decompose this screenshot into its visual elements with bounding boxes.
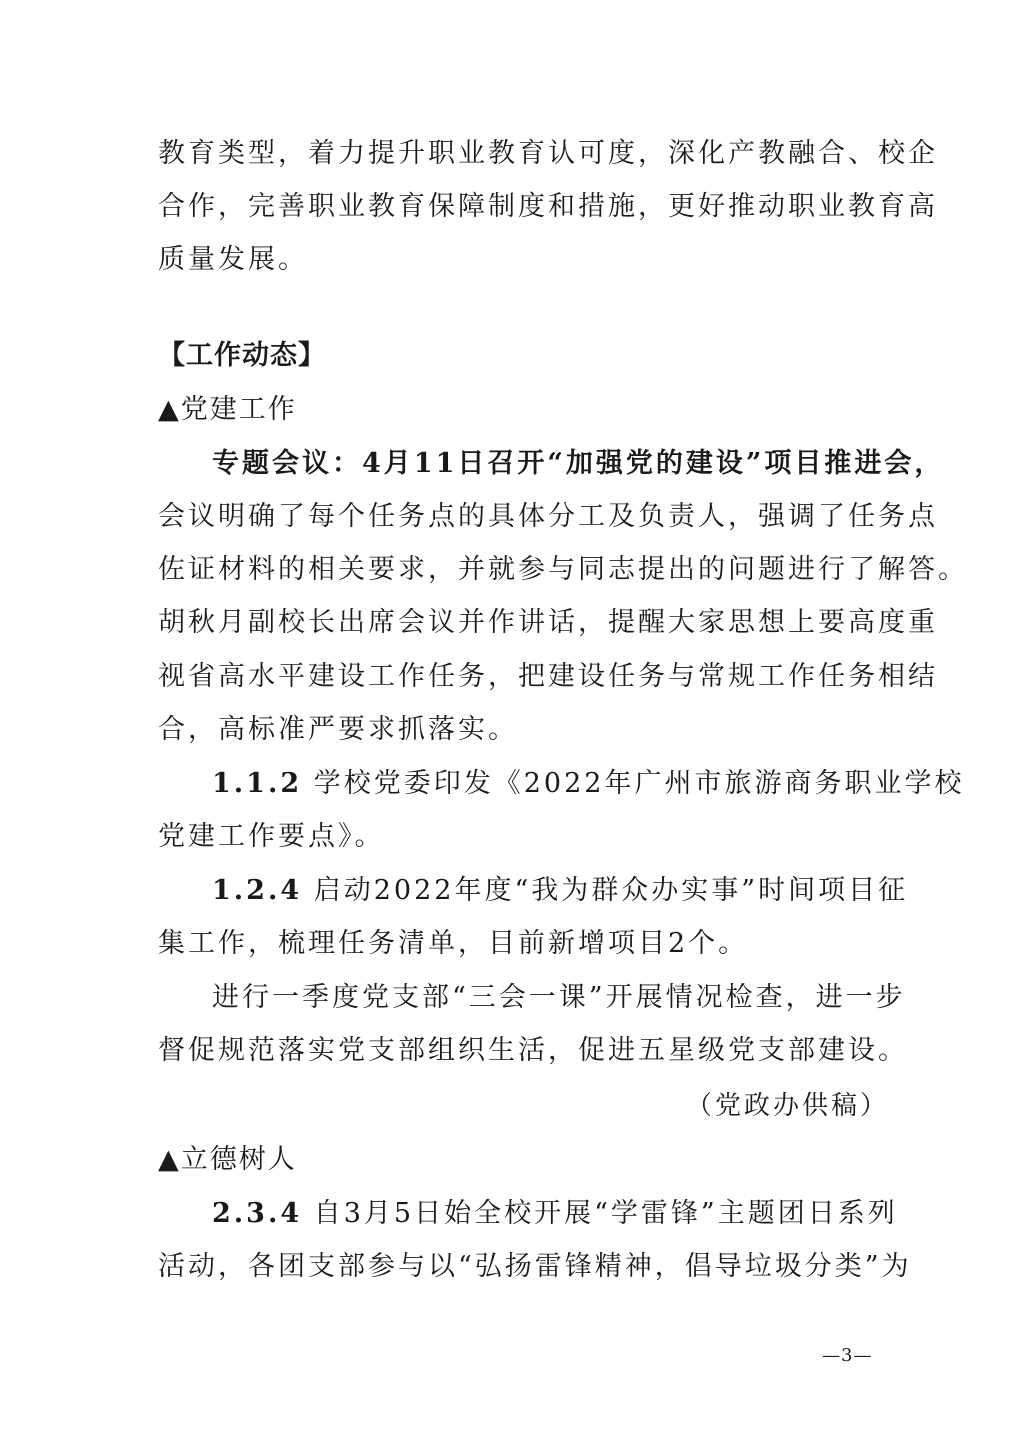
party-paragraph-line: 视省高水平建设工作任务，把建设任务与常规工作任务相结 [158, 661, 938, 692]
item-number: 1.1.2 [212, 768, 303, 799]
body-line: 合作，完善职业教育保障制度和措施，更好推动职业教育高 [158, 191, 938, 222]
party-heading: ▲党建工作 [158, 394, 297, 425]
moral-heading: ▲立德树人 [158, 1144, 297, 1175]
party-paragraph-line: 会议明确了每个任务点的具体分工及负责人，强调了任务点 [158, 501, 938, 532]
item-text: 学校党委印发《2022年广州市旅游商务职业学校 [302, 768, 965, 799]
item-text: 自3月5日始全校开展“学雷锋”主题团日系列 [302, 1198, 898, 1229]
party-item-1-cont: 党建工作要点》。 [158, 821, 385, 852]
item-number: 1.2.4 [212, 875, 303, 906]
body-line: 教育类型，着力提升职业教育认可度，深化产教融合、校企 [158, 138, 938, 169]
page-number: —3— [822, 1345, 873, 1366]
party-paragraph-3-cont: 督促规范落实党支部组织生活，促进五星级党支部建设。 [158, 1035, 908, 1066]
party-paragraph-3: 进行一季度党支部“三会一课”开展情况检查，进一步 [212, 982, 906, 1013]
party-paragraph-line: 胡秋月副校长出席会议并作讲话，提醒大家思想上要高度重 [158, 607, 938, 638]
party-item-2 [212, 871, 932, 911]
body-line: 质量发展。 [158, 244, 308, 275]
section-title: 【工作动态】 [158, 340, 326, 371]
party-credit: （党政办供稿） [686, 1091, 890, 1121]
item-number: 2.3.4 [212, 1198, 303, 1229]
party-paragraph-line: 佐证材料的相关要求，并就参与同志提出的问题进行了解答。 [158, 554, 968, 585]
moral-item-cont: 活动，各团支部参与以“弘扬雷锋精神，倡导垃圾分类”为 [158, 1251, 912, 1282]
party-paragraph-lead: 专题会议：4月11日召开“加强党的建设”项目推进会， [212, 448, 945, 479]
party-item-1 [212, 764, 965, 804]
party-item-2-cont: 集工作，梳理任务清单，目前新增项目2个。 [158, 928, 749, 959]
moral-item [212, 1194, 932, 1234]
item-text: 启动2022年度“我为群众办实事”时间项目征 [302, 875, 909, 906]
party-paragraph-line: 合，高标准严要求抓落实。 [158, 714, 518, 745]
